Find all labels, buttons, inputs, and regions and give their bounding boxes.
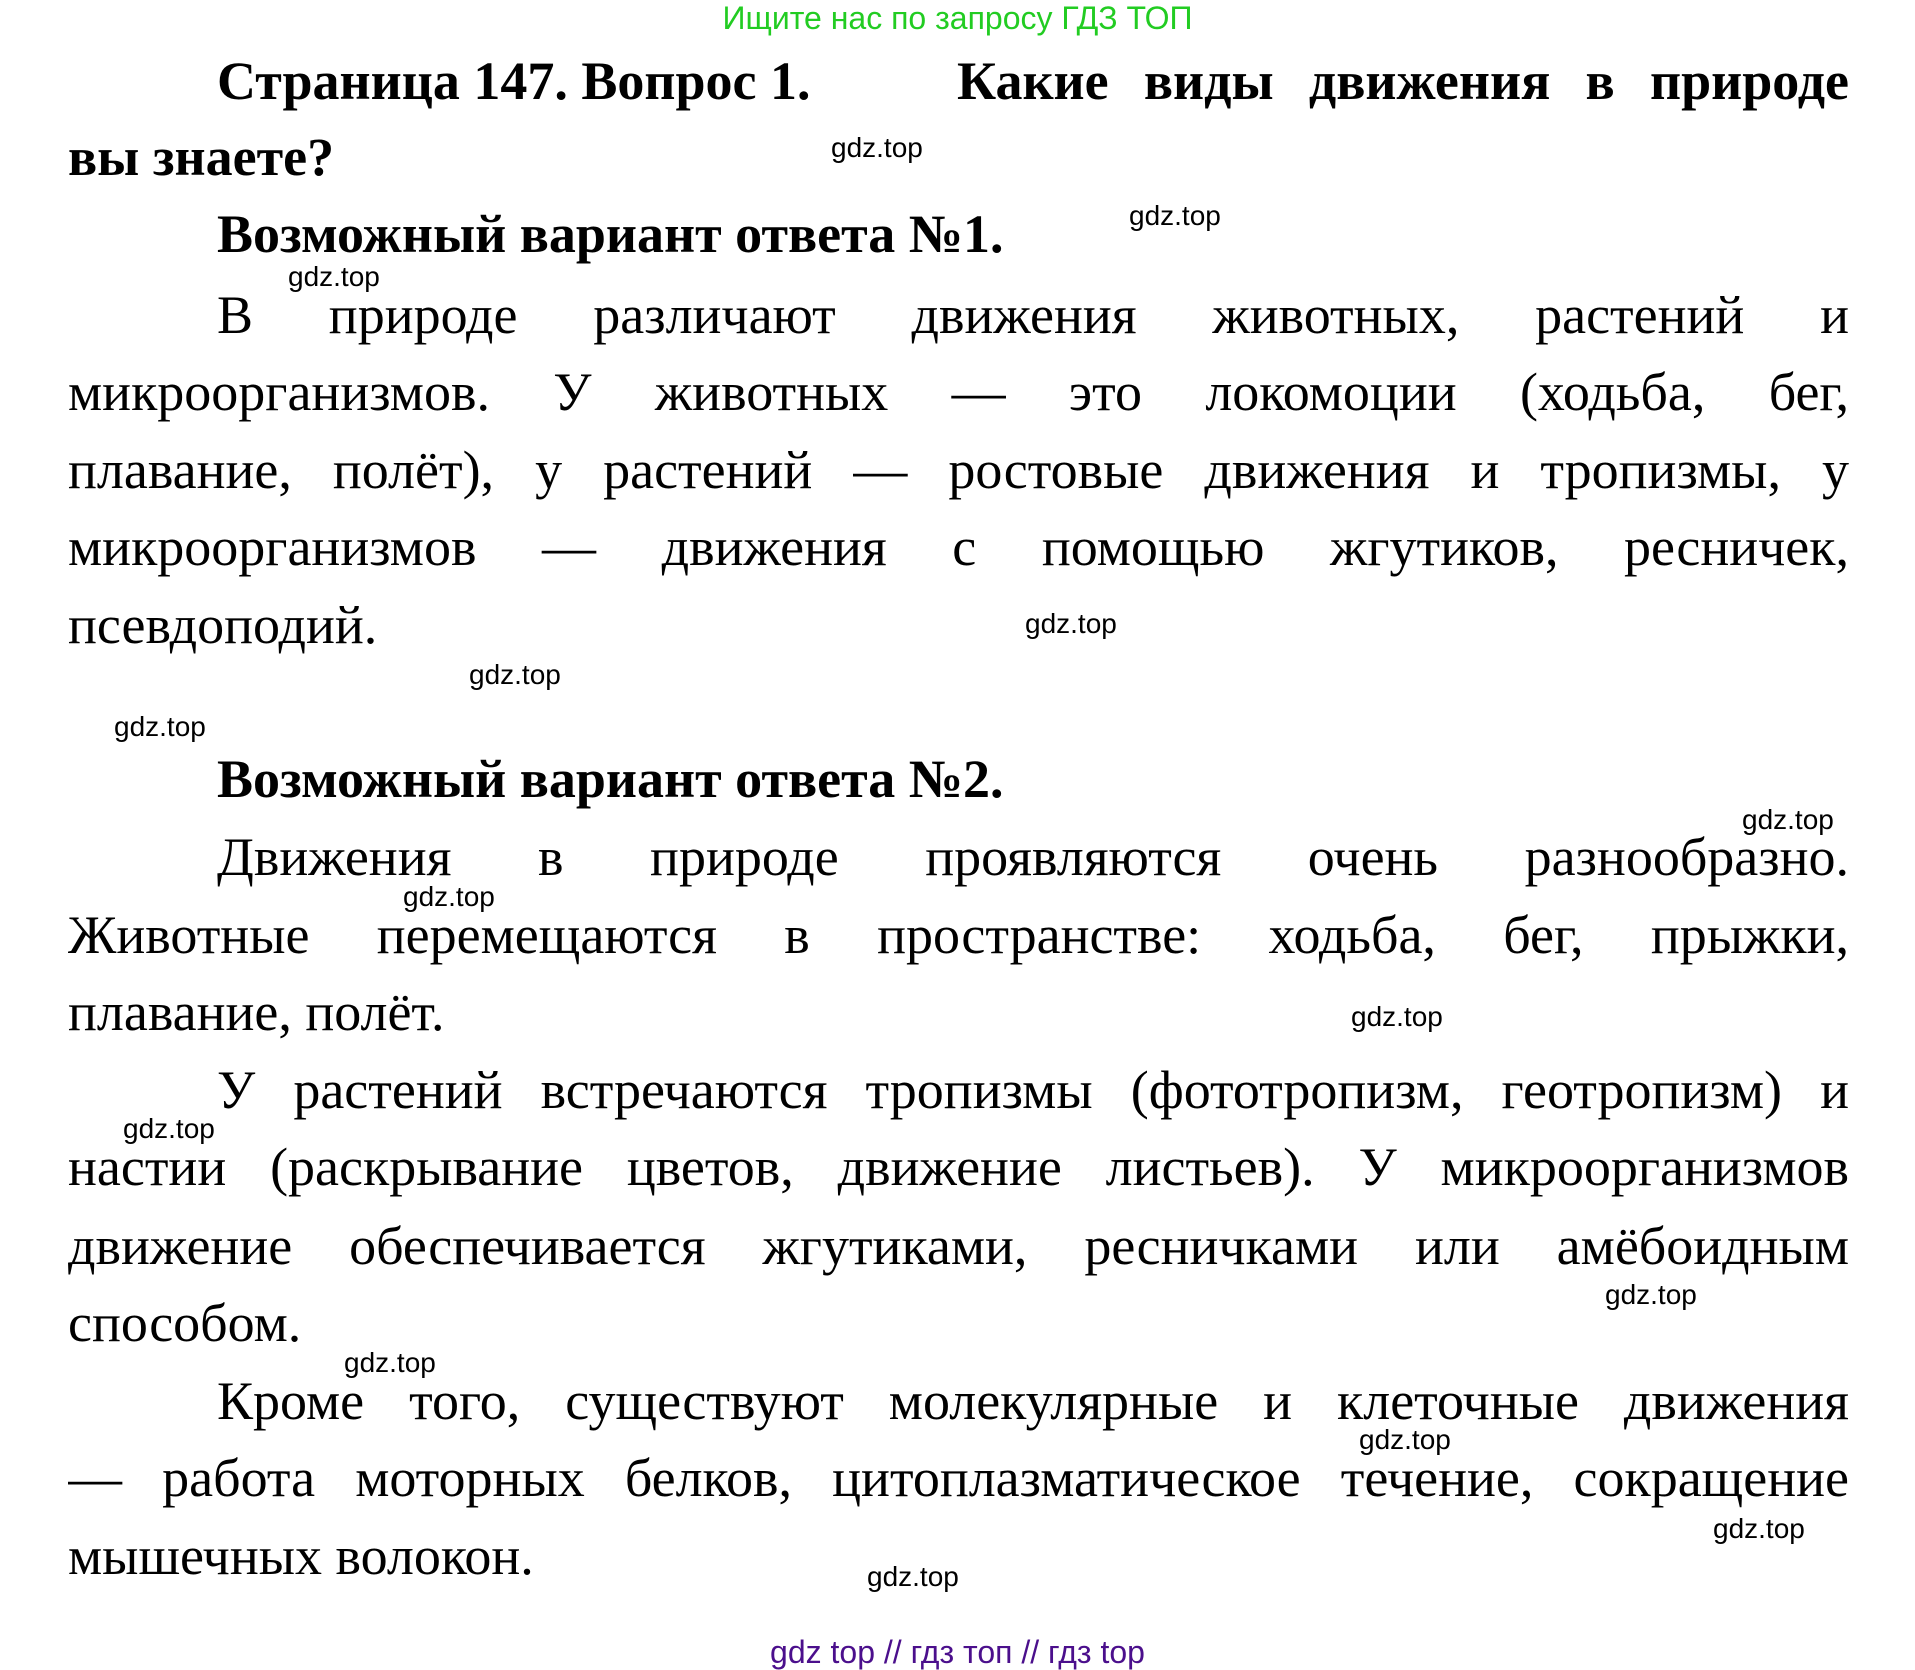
watermark: gdz.top (1742, 804, 1834, 835)
answer2-line: — работа моторных белков, цитоплазматическое течение, сокращение (68, 1448, 1849, 1508)
answer2-line: движение обеспечивается жгутиками, ресничками или амёбоидным (68, 1216, 1849, 1276)
watermark: gdz.top (1713, 1513, 1805, 1544)
footer-links: gdz top // гдз топ // гдз top (770, 1634, 1145, 1670)
watermark: gdz.top (403, 881, 495, 912)
answer1-line: плавание, полёт), у растений — ростовые движения и тропизмы, у (68, 440, 1849, 500)
watermark: gdz.top (1025, 608, 1117, 639)
watermark: gdz.top (469, 659, 561, 690)
watermark: gdz.top (123, 1113, 215, 1144)
watermark: gdz.top (1129, 200, 1221, 231)
question-title-line2: вы знаете? (68, 127, 335, 187)
watermark: gdz.top (1359, 1424, 1451, 1455)
answer2-line: У растений встречаются тропизмы (фототропизм, геотропизм) и (217, 1060, 1849, 1120)
watermark: gdz.top (1351, 1001, 1443, 1032)
search-banner: Ищите нас по запросу ГДЗ ТОП (722, 0, 1193, 36)
watermark: gdz.top (344, 1347, 436, 1378)
answer1-heading: Возможный вариант ответа №1. (217, 204, 1004, 264)
watermark: gdz.top (1605, 1279, 1697, 1310)
answer2-line: Движения в природе проявляются очень разнообразно. (217, 827, 1849, 887)
answer2-line: Животные перемещаются в пространстве: ходьба, бег, прыжки, (68, 905, 1849, 965)
watermark: gdz.top (831, 132, 923, 163)
answer1-line: В природе различают движения животных, растений и (217, 285, 1849, 345)
question-title-part1: Страница 147. Вопрос 1. (217, 51, 811, 111)
answer2-line: настии (раскрывание цветов, движение листьев). У микроорганизмов (68, 1137, 1849, 1197)
answer1-line: микроорганизмов. У животных — это локомоции (ходьба, бег, (68, 362, 1849, 422)
answer2-line: Кроме того, существуют молекулярные и клеточные движения (217, 1371, 1849, 1431)
answer2-heading: Возможный вариант ответа №2. (217, 749, 1004, 809)
watermark: gdz.top (288, 261, 380, 292)
watermark: gdz.top (867, 1561, 959, 1592)
watermark: gdz.top (114, 711, 206, 742)
answer1-line: микроорганизмов — движения с помощью жгутиков, ресничек, (68, 517, 1849, 577)
question-title-part2: Какие виды движения в природе (957, 51, 1849, 111)
answer2-line: плавание, полёт. (68, 982, 445, 1042)
answer1-line: псевдоподий. (68, 595, 378, 655)
answer2-line: мышечных волокон. (68, 1526, 534, 1586)
answer2-line: способом. (68, 1293, 302, 1353)
